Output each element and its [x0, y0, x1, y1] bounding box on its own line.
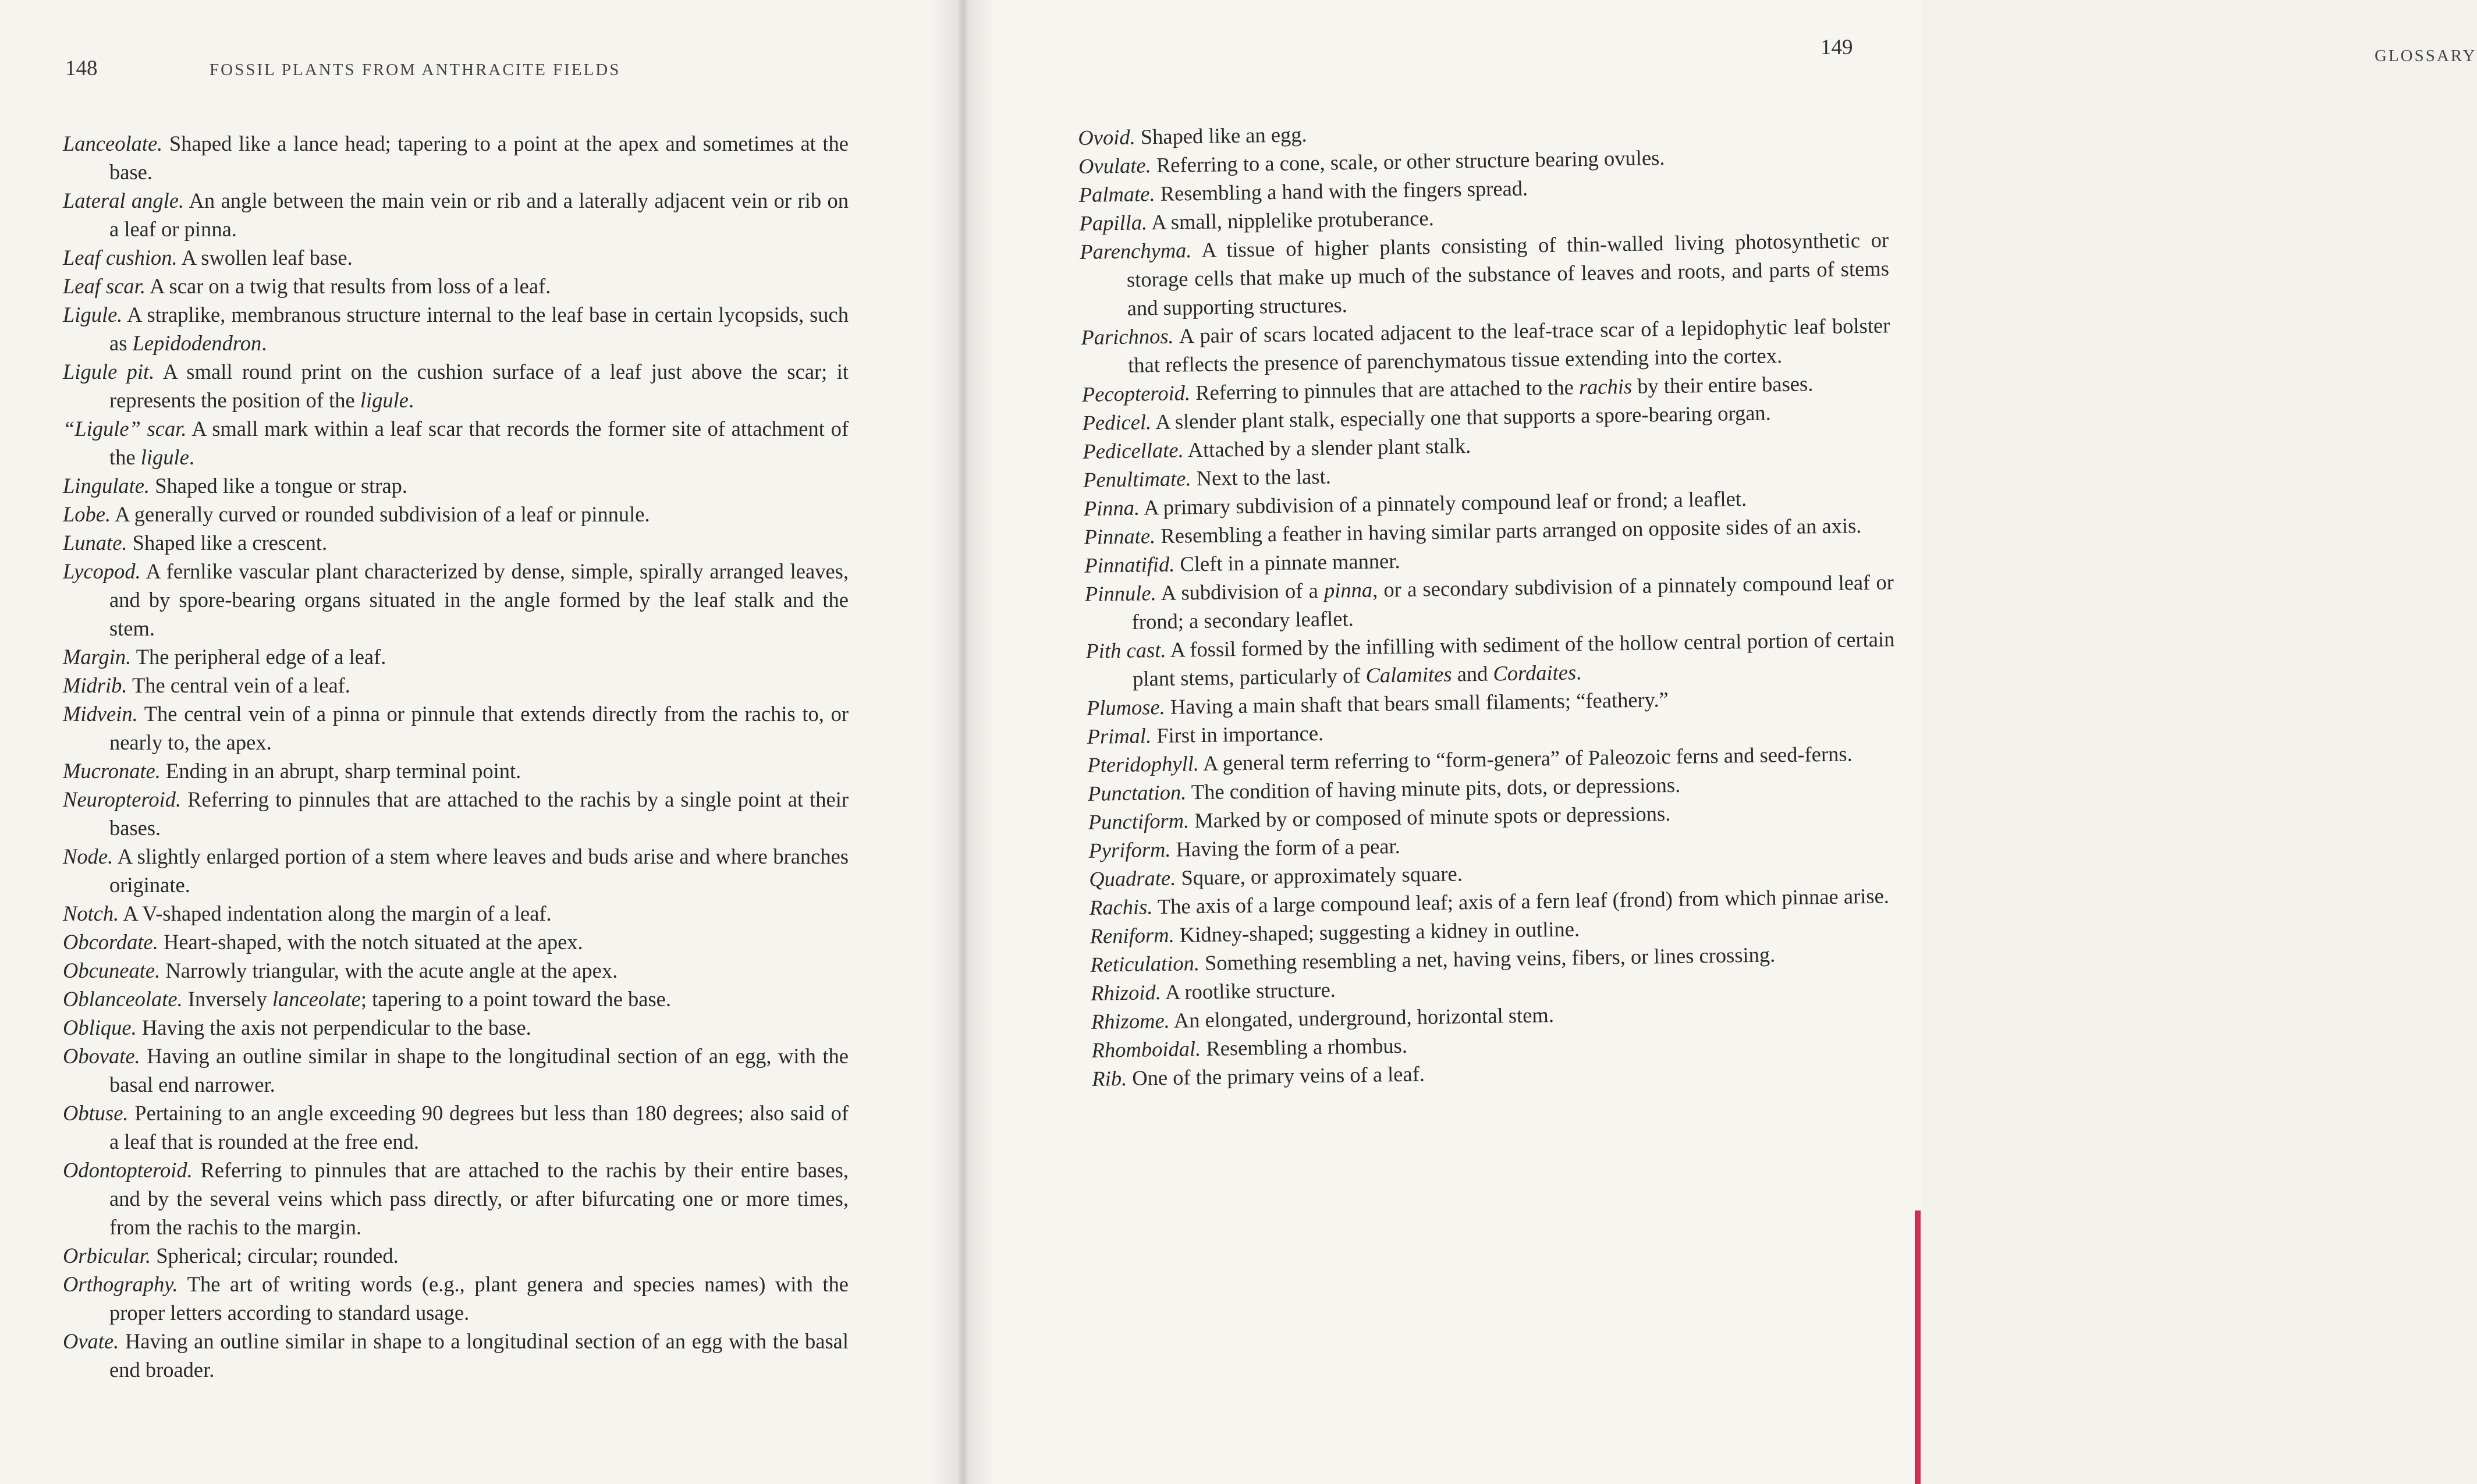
glossary-entry [63, 186, 849, 243]
glossary-term: Lateral angle. [63, 189, 184, 212]
glossary-term: Leaf cushion. [63, 246, 178, 269]
glossary-definition [150, 474, 407, 498]
definition-text: A rootlike structure. [1161, 977, 1336, 1004]
glossary-entry [63, 1042, 849, 1099]
glossary-term: Reniform. [1090, 922, 1174, 948]
glossary-entry [63, 1241, 849, 1270]
glossary-definition [109, 1101, 849, 1153]
definition-text: A small, nipplelike protuberance. [1147, 205, 1435, 235]
definition-text: A scar on a twig that results from loss of a leaf. [145, 274, 551, 298]
italic-reference: ligule [360, 388, 409, 412]
italic-reference: Cordaites [1493, 660, 1577, 686]
glossary-definition [111, 502, 650, 526]
page-number: 149 [1821, 35, 1853, 59]
glossary-definition [1165, 687, 1669, 719]
definition-text: Something resembling a net, having veins, fibers, or lines crossing. [1199, 942, 1776, 975]
glossary-term: Obcuneate. [63, 958, 161, 982]
definition-text: Shaped like an egg. [1135, 122, 1307, 149]
left-page [0, 0, 960, 1484]
definition-text: One of the primary veins of a leaf. [1126, 1061, 1425, 1090]
right-page [960, 0, 2477, 1484]
glossary-term: Pedicel. [1082, 410, 1152, 435]
glossary-term: Midvein. [63, 702, 138, 726]
definition-text: A generally curved or rounded subdivision of a leaf or pinnule. [111, 502, 650, 526]
glossary-term: Quadrate. [1088, 865, 1176, 891]
glossary-entry [63, 985, 849, 1013]
glossary-term: Oblanceolate. [63, 987, 183, 1011]
glossary-entry [63, 471, 849, 500]
definition-text: and [1452, 661, 1493, 686]
glossary-definition [109, 189, 849, 241]
definition-text: A fossil formed by the infilling with sediment of the hollow central portion of certain plant stems, particularly of [1132, 627, 1895, 691]
glossary-definition [1176, 861, 1463, 889]
glossary-definition [109, 559, 849, 640]
glossary-definition [183, 987, 671, 1011]
glossary-term: Rhizoid. [1090, 980, 1162, 1005]
definition-text: A general term referring to “form-genera” of Paleozoic ferns and seed-ferns. [1198, 741, 1853, 776]
glossary-definition [1127, 1061, 1425, 1090]
glossary-term: Lobe. [63, 502, 111, 526]
page-number: 148 [65, 56, 98, 80]
glossary-definition [109, 702, 849, 754]
definition-text: The peripheral edge of a leaf. [131, 645, 386, 669]
glossary-entry [63, 700, 849, 757]
definition-text: Resembling a hand with the fingers spread. [1155, 176, 1528, 206]
definition-text: Referring to pinnules that are attached to the rachis by a single point at their bases. [109, 787, 849, 840]
glossary-term: Pith cast. [1085, 637, 1166, 663]
definition-text: The central vein of a pinna or pinnule that extends directly from the rachis to, or nearly to, the apex. [109, 702, 849, 754]
glossary-entry [63, 528, 849, 557]
glossary-term: Punctiform. [1088, 808, 1190, 834]
glossary-definition [160, 958, 618, 982]
glossary-term: Parichnos. [1081, 324, 1174, 349]
glossary-definition [1201, 1034, 1407, 1060]
definition-text: The art of writing words (e.g., plant genera and species names) with the proper letters according to standard usage. [109, 1272, 849, 1325]
glossary-entry [63, 1270, 849, 1327]
glossary-definition [161, 759, 521, 783]
glossary-term: Orbicular. [63, 1244, 151, 1268]
glossary-entry [63, 414, 849, 471]
glossary-term: Ligule. [63, 303, 123, 326]
definition-text: . [261, 331, 267, 355]
glossary-definition [109, 1044, 849, 1096]
definition-text: The central vein of a leaf. [127, 673, 350, 697]
glossary-definition [1174, 549, 1400, 576]
glossary-term: Obovate. [63, 1044, 140, 1068]
italic-reference: ligule [140, 445, 189, 469]
definition-text: A small round print on the cushion surface of a leaf just above the scar; it represents the position of the [109, 360, 849, 412]
italic-reference: Calamites [1365, 662, 1452, 687]
glossary-definition [158, 930, 583, 954]
definition-text: Referring to pinnules that are attached to the [1190, 375, 1580, 405]
glossary-term: Notch. [63, 901, 119, 925]
glossary-term: Margin. [63, 645, 132, 669]
glossary-definition [1183, 434, 1471, 461]
definition-text: . [1575, 660, 1582, 684]
glossary-term: Neuropteroid. [63, 787, 182, 811]
glossary-term: Plumose. [1086, 694, 1166, 720]
glossary-definition [109, 787, 849, 840]
glossary-definition [109, 132, 849, 184]
definition-text: . [408, 388, 414, 412]
definition-text: A straplike, membranous structure internal to the leaf base in certain lycopsids, such as [109, 303, 849, 355]
glossary-definition [127, 531, 328, 555]
glossary-term: Reticulation. [1090, 951, 1200, 977]
glossary-term: Ovoid. [1078, 125, 1135, 150]
definition-text: Cleft in a pinnate manner. [1174, 548, 1400, 576]
italic-reference: rachis [1578, 374, 1633, 399]
definition-text: First in importance. [1151, 720, 1324, 748]
glossary-definition [1151, 721, 1324, 747]
definition-text: A fernlike vascular plant characterized by dense, simple, spirally arranged leaves, and by spore-bearing organs situated in the angle formed by the leaf stalk and the stem. [109, 559, 849, 640]
glossary-term: Pedicellate. [1083, 438, 1184, 463]
glossary-definition [1170, 834, 1400, 861]
glossary-definition [178, 246, 353, 269]
glossary-term: Obtuse. [63, 1101, 129, 1125]
glossary-entry [1080, 225, 1890, 323]
glossary-entry [63, 243, 849, 272]
glossary-definition [1169, 1003, 1554, 1032]
glossary-entry [63, 1156, 849, 1241]
book-gutter [931, 0, 995, 1484]
definition-text: Having an outline similar in shape to the longitudinal section of an egg, with the basal end narrower. [109, 1044, 849, 1096]
glossary-term: Primal. [1087, 723, 1152, 748]
definition-text: A pair of scars located adjacent to the leaf-trace scar of a lepidophytic leaf bolster that reflects the presence of parenchymatous tissue extending into the cortex. [1127, 313, 1890, 377]
glossary-definition [137, 1016, 531, 1039]
definition-text: A primary subdivision of a pinnately compound leaf or frond; a leaflet. [1139, 487, 1747, 520]
definition-text: , or a secondary subdivision of a pinnately compound leaf or frond; a secondary leaflet. [1131, 570, 1894, 634]
italic-reference: pinna [1323, 577, 1373, 602]
definition-text: Kidney-shaped; suggesting a kidney in outline. [1174, 917, 1580, 947]
glossary-term: Odontopteroid. [63, 1158, 193, 1182]
definition-text: Referring to a cone, scale, or other structure bearing ovules. [1151, 145, 1665, 177]
definition-text: A subdivision of a [1156, 578, 1325, 605]
italic-reference: Lepidodendron [132, 331, 262, 355]
glossary-definition [1128, 313, 1890, 377]
glossary-term: Rib. [1092, 1066, 1127, 1091]
glossary-term: Punctation. [1087, 780, 1187, 805]
glossary-definition [127, 673, 350, 697]
glossary-definition [1155, 176, 1528, 205]
definition-text: Having the axis not perpendicular to the base. [136, 1016, 531, 1039]
glossary-entry [63, 899, 849, 928]
glossary-entry [63, 300, 849, 357]
glossary-entry [63, 671, 849, 700]
glossary-definition [109, 360, 849, 412]
definition-text: Square, or approximately square. [1175, 861, 1463, 890]
glossary-definition [109, 844, 849, 897]
definition-text: . [189, 445, 194, 469]
running-head: GLOSSARY [2375, 47, 2477, 65]
glossary-term: Pyriform. [1088, 837, 1171, 862]
glossary-definition [1135, 122, 1307, 148]
definition-text: A small mark within a leaf scar that records the former site of attachment of the [109, 417, 849, 469]
definition-text: Marked by or composed of minute spots or depressions. [1188, 801, 1671, 833]
definition-text: Shaped like a tongue or strap. [150, 474, 408, 498]
glossary-definition [1151, 145, 1665, 177]
definition-text: Attached by a slender plant stalk. [1183, 434, 1471, 462]
glossary-term: Penultimate. [1083, 466, 1191, 492]
glossary-term: Leaf scar. [63, 274, 146, 298]
glossary-term: Pinna. [1083, 495, 1140, 520]
definition-text: Heart-shaped, with the notch situated at the apex. [158, 930, 583, 954]
glossary-entry [63, 785, 849, 842]
glossary-entry [63, 1013, 849, 1042]
glossary-definition [119, 901, 551, 925]
glossary-definition [109, 1272, 849, 1325]
glossary-entry [63, 956, 849, 985]
glossary-definition [1133, 627, 1895, 690]
glossary-entry [63, 272, 849, 300]
glossary-entry [63, 1327, 849, 1384]
glossary-term: Rhizome. [1091, 1008, 1170, 1034]
glossary-definition [146, 274, 551, 298]
definition-text: The condition of having minute pits, dots, or depressions. [1186, 772, 1681, 804]
glossary-definition [1127, 228, 1889, 319]
glossary-term: Rachis. [1089, 894, 1153, 919]
glossary-definition [109, 417, 849, 469]
definition-text: by their entire bases. [1631, 371, 1814, 398]
glossary-term: Midrib. [63, 673, 127, 697]
glossary-term: Lanceolate. [63, 132, 163, 155]
glossary-term: Ligule pit. [63, 360, 155, 384]
glossary-entry [63, 357, 849, 414]
definition-text: Inversely [182, 987, 272, 1011]
glossary-entry [63, 557, 849, 642]
glossary-entry [63, 500, 849, 528]
glossary-term: Obcordate. [63, 930, 158, 954]
glossary-term: Node. [63, 844, 113, 868]
glossary-definition [109, 1158, 849, 1239]
running-head: FOSSIL PLANTS FROM ANTHRACITE FIELDS [210, 61, 621, 79]
glossary-definition [1147, 206, 1434, 234]
glossary-entry [63, 129, 849, 186]
glossary-definition [1131, 570, 1894, 633]
glossary-definition [131, 645, 386, 669]
definition-text: Narrowly triangular, with the acute angle at the apex. [160, 958, 618, 982]
glossary-term: Pteridophyll. [1087, 751, 1200, 777]
glossary-term: Lingulate. [63, 474, 150, 498]
definition-text: ; tapering to a point toward the base. [360, 987, 672, 1011]
glossary-entry [63, 842, 849, 899]
definition-text: An elongated, underground, horizontal stem. [1169, 1003, 1555, 1032]
definition-text: Pertaining to an angle exceeding 90 degrees but less than 180 degrees; also said of a leaf that is rounded at the free end. [109, 1101, 849, 1153]
definition-text: Having a main shaft that bears small filaments; “feathery.” [1165, 687, 1669, 719]
definition-text: The axis of a large compound leaf; axis of a fern leaf (frond) from which pinnae arise. [1152, 883, 1890, 919]
glossary-column-left [63, 129, 849, 1384]
glossary-term: Ovate. [63, 1329, 119, 1353]
glossary-term: Papilla. [1079, 210, 1148, 235]
glossary-definition [1161, 978, 1336, 1004]
glossary-term: Lunate. [63, 531, 127, 555]
definition-text: Ending in an abrupt, sharp terminal point. [160, 759, 521, 783]
glossary-definition [1191, 464, 1331, 491]
glossary-definition [109, 1329, 849, 1382]
definition-text: Referring to pinnules that are attached to the rachis by their entire bases, and by the several veins which pass directly, or after bifurcating one or more times, from the rachis to the margin. [109, 1158, 849, 1239]
glossary-entry [63, 642, 849, 671]
definition-text: Next to the last. [1191, 464, 1332, 491]
glossary-definition [1189, 801, 1671, 832]
definition-text: A slender plant stalk, especially one that supports a spore-bearing organ. [1151, 400, 1772, 434]
glossary-term: Lycopod. [63, 559, 141, 583]
glossary-term: Pinnule. [1084, 581, 1156, 606]
definition-text: A slightly enlarged portion of a stem where leaves and buds arise and where branches originate. [109, 844, 849, 897]
glossary-term: Pinnatifid. [1084, 552, 1175, 577]
definition-text: Having an outline similar in shape to a longitudinal section of an egg with the basal end broader. [109, 1329, 849, 1382]
glossary-column-right [1078, 111, 1901, 1092]
glossary-entry [63, 757, 849, 785]
definition-text: An angle between the main vein or rib and a laterally adjacent vein or rib on a leaf or pinna. [109, 189, 849, 241]
glossary-term: “Ligule” scar. [63, 417, 187, 441]
glossary-definition [1186, 773, 1680, 804]
italic-reference: lanceolate [272, 987, 361, 1011]
definition-text: Having the form of a pear. [1170, 833, 1400, 861]
glossary-definition [151, 1244, 399, 1268]
glossary-term: Pecopteroid. [1081, 381, 1191, 406]
glossary-term: Mucronate. [63, 759, 161, 783]
definition-text: Resembling a feather in having similar parts arranged on opposite sides of an axis. [1155, 513, 1862, 548]
glossary-term: Palmate. [1078, 182, 1155, 207]
definition-text: Shaped like a lance head; tapering to a point at the apex and sometimes at the base. [109, 132, 849, 184]
glossary-term: Parenchyma. [1079, 238, 1192, 264]
definition-text: Spherical; circular; rounded. [151, 1244, 399, 1268]
definition-text: Resembling a rhombus. [1200, 1033, 1408, 1061]
page-edge [1915, 1210, 1921, 1484]
glossary-definition [109, 303, 849, 355]
glossary-entry [63, 928, 849, 956]
glossary-definition [1174, 917, 1580, 946]
glossary-term: Ovulate. [1078, 153, 1152, 178]
glossary-term: Orthography. [63, 1272, 178, 1296]
definition-text: Shaped like a crescent. [127, 531, 328, 555]
definition-text: A tissue of higher plants consisting of thin-walled living photosynthetic or storage cells that make up much of the substance of leaves and roots, and parts of stems and supporting structures. [1126, 228, 1890, 320]
glossary-term: Pinnate. [1084, 524, 1156, 549]
glossary-term: Rhomboidal. [1091, 1036, 1201, 1062]
glossary-term: Oblique. [63, 1016, 137, 1039]
definition-text: A V-shaped indentation along the margin of a leaf. [119, 901, 552, 925]
glossary-entry [63, 1099, 849, 1156]
definition-text: A swollen leaf base. [177, 246, 353, 269]
